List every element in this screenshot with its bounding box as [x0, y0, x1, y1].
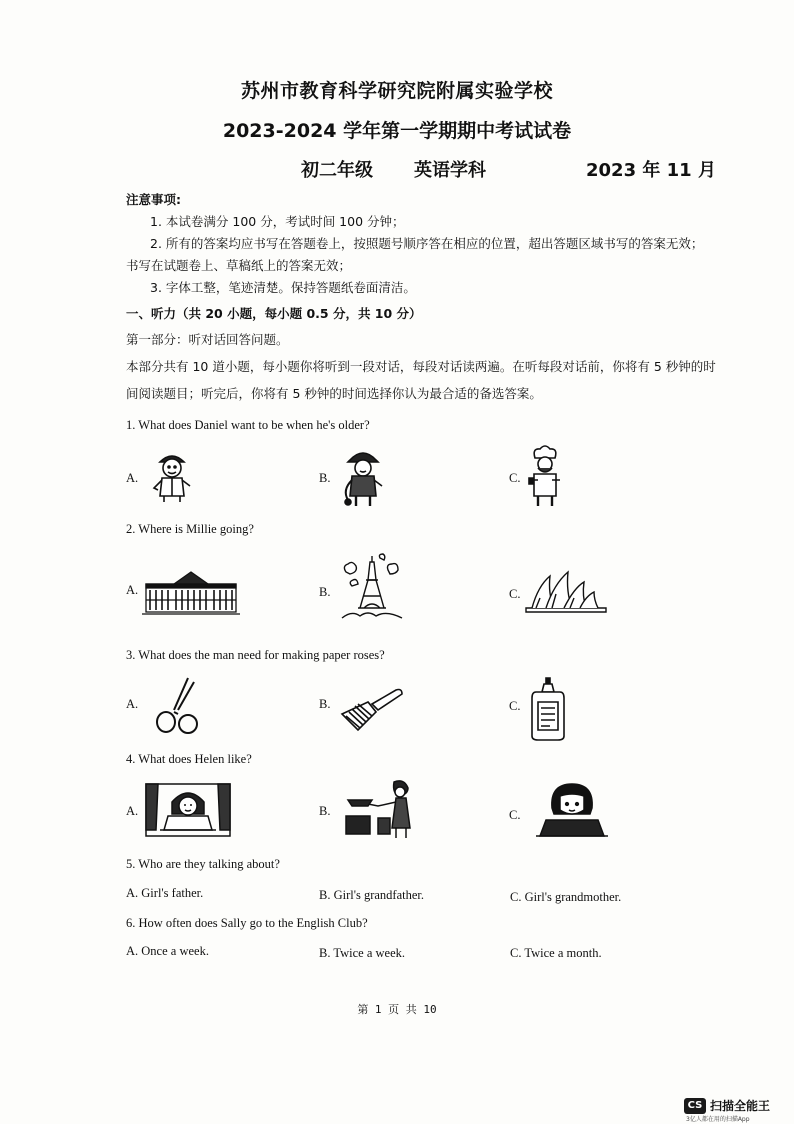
chef-picture: [526, 444, 564, 508]
camscanner-name: 扫描全能王: [710, 1099, 771, 1113]
subject-label: 英语学科: [414, 160, 486, 181]
question-text: 1. What does Daniel want to be when he's older?: [126, 418, 370, 432]
option-label: A.: [126, 471, 139, 485]
scissors-picture: [148, 676, 204, 736]
question-text: 3. What does the man need for making paper roses?: [126, 648, 385, 662]
grade-label: 初二年级: [301, 160, 373, 181]
option-label: C.: [509, 471, 521, 485]
doctor-picture: [150, 448, 194, 504]
paintbrush-picture: [336, 684, 406, 734]
note-item: 3. 字体工整，笔迹清楚。保持答题纸卷面清洁。: [150, 280, 416, 295]
option-text: B. Twice a week.: [319, 946, 406, 960]
option-label: C.: [509, 808, 521, 822]
question-text: 4. What does Helen like?: [126, 752, 252, 766]
option-label: C.: [509, 699, 521, 713]
option-text: A. Once a week.: [126, 944, 209, 958]
glue-bottle-picture: [528, 676, 568, 742]
school-name: 苏州市教育科学研究院附属实验学校: [240, 80, 553, 102]
exam-title: 2023-2024 学年第一学期期中考试试卷: [222, 120, 572, 142]
option-label: A.: [126, 697, 139, 711]
sydney-opera-house-picture: [524, 568, 608, 614]
option-label: B.: [319, 804, 331, 818]
instruction-line: 本部分共有 10 道小题，每小题你将听到一段对话，每段对话读两遍。在听每段对话前，你将有 5 秒钟的时: [126, 359, 716, 374]
girl-cooking-picture: [338, 776, 418, 840]
page-number: 第 1 页 共 10: [357, 1003, 437, 1016]
option-label: B.: [319, 697, 331, 711]
option-label: B.: [319, 471, 331, 485]
note-item: 2. 所有的答案均应书写在答题卷上，按照题号顺序答在相应的位置，超出答题区域书写的答案无效；: [150, 236, 704, 251]
option-label: A.: [126, 804, 139, 818]
exam-date: 2023 年 11 月: [586, 160, 716, 181]
option-label: B.: [319, 585, 331, 599]
white-house-picture: [140, 570, 242, 616]
firefighter-picture: [338, 446, 388, 508]
section-title: 一、听力（共 20 小题，每小题 0.5 分，共 10 分）: [126, 306, 422, 321]
girl-at-desk-picture: [534, 780, 610, 840]
option-text: A. Girl's father.: [126, 886, 204, 900]
girl-watching-tv-picture: [142, 780, 234, 838]
question-text: 2. Where is Millie going?: [126, 522, 254, 536]
instruction-line: 间阅读题目；听完后，你将有 5 秒钟的时间选择你认为最合适的备选答案。: [126, 386, 542, 401]
option-label: A.: [126, 583, 139, 597]
camscanner-tagline: 3亿人都在用的扫描App: [686, 1116, 750, 1123]
option-text: C. Twice a month.: [510, 946, 602, 960]
note-item: 书写在试题卷上、草稿纸上的答案无效；: [126, 258, 352, 273]
notes-heading: 注意事项:: [126, 192, 181, 207]
part-title: 第一部分：听对话回答问题。: [126, 332, 289, 347]
question-text: 6. How often does Sally go to the English Club?: [126, 916, 368, 930]
option-text: C. Girl's grandmother.: [510, 890, 622, 904]
camscanner-logo: CS: [684, 1098, 706, 1114]
eiffel-tower-picture: [336, 552, 408, 622]
question-text: 5. Who are they talking about?: [126, 857, 280, 871]
option-label: C.: [509, 587, 521, 601]
note-item: 1. 本试卷满分 100 分，考试时间 100 分钟；: [150, 214, 405, 229]
option-text: B. Girl's grandfather.: [319, 888, 425, 902]
